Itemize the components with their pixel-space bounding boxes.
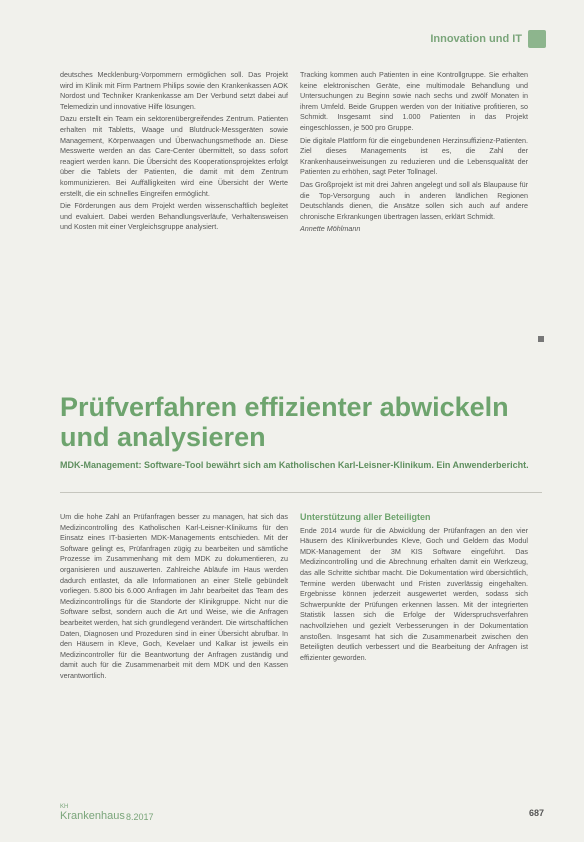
article-title: Prüfverfahren effizienter abwickeln und analysieren: [60, 392, 509, 452]
paragraph: Ende 2014 wurde für die Abwicklung der Prüfanfragen an den vier Häusern des Klinikverbundes Kleve, Goch und Geldern das Modul MDK-Management der 3M KIS Software eingeführt. Das Medizincontrolling und die Abrechnung erhalten damit ein Werkzeug, das alle Schritte sichtbar macht. Die Dokumentation wird übersichtlich, Termine werden überwacht und Fristen zuverlässig eingehalten. Ergebnisse können jederzeit ausgewertet werden, sodass sich Schwerpunkte der Prüfungen erkennen lassen. Mit der integrierten Statistik lassen sich die Erfolge der Widerspruchsverfahren nachvollziehen und gezielt Verbesserungen in der Dokumentation anstoßen. Insgesamt hat sich die Zusammenarbeit zwischen den Beteiligten deutlich verbessert und die Bearbeitung der Anfragen ist effizienter geworden.: [300, 525, 528, 662]
magazine-logo: [60, 804, 125, 822]
section-tag: [430, 30, 546, 48]
section-tag-box: [528, 30, 546, 48]
author-byline: Annette Möhlmann: [300, 224, 361, 234]
paragraph: Tracking kommen auch Patienten in eine Kontrollgruppe. Sie erhalten keine elektronischen Geräte, eine multimodale Behandlung und Untersuchungen zu Beginn sowie nach sechs und zwölf Monaten in ihrem Umfeld. Beide Gruppen werden von der Initiative profitieren, so Schmidt. Insgesamt sind 1.000 Patienten in das Projekt eingeschlossen, je 500 pro Gruppe.: [300, 70, 528, 132]
divider: [60, 492, 542, 493]
end-marker: [538, 336, 544, 342]
paragraph: Um die hohe Zahl an Prüfanfragen besser zu managen, hat sich das Medizincontrolling des Katholischen Karl-Leisner-Klinikums für den Einsatz eines IT-basierten MDK-Managements entschieden. Mit der Software gelingt es, Prüfanfragen zügig zu bearbeiten und sämtliche Prozesse im Zusammenhang mit dem MDK zu dokumentieren, zu organisieren und auszuwerten. Zahlreiche Abläufe im Haus werden dadurch entlastet, da alle Informationen an einer Stelle gebündelt vorliegen. 5.800 bis 6.000 Anfragen im Jahr bearbeitet das Team des Medizincontrollings für die Standorte der Klinikgruppe. Nicht nur die Software selbst, sondern auch die Art und Weise, wie die Anfragen bearbeitet werden, hat sich grundlegend verändert. Die wirtschaftlichen Daten, Diagnosen und Prozeduren sind in einer Übersicht abrufbar. In den Häusern in Kleve, Goch, Kevelaer und Kalkar ist jeweils ein Medizincontroller für die Beantwortung der Anfragen zuständig und damit auch für die Zusammenarbeit mit dem MDK und den Kassen verantwortlich.: [60, 512, 288, 680]
paragraph: Die digitale Plattform für die eingebundenen Herzinsuffizienz-Patienten. Ziel dieses Managements ist es, die Zahl der Krankenhauseinweisungen zu reduzieren und die Lebensqualität der Patienten zu erhöhen, sagt Peter Tollnagel.: [300, 135, 528, 177]
section-tag-label: Innovation und IT: [430, 33, 522, 45]
issue-number: 8.2017: [126, 812, 154, 822]
paragraph: Die Förderungen aus dem Projekt werden wissenschaftlich begleitet und evaluiert. Dabei werden Behandlungsverläufe, Verhaltensweisen und Kosten mit einer Vergleichsgruppe analysiert.: [60, 201, 288, 232]
page-number: 687: [528, 808, 544, 818]
section-heading: Unterstützung aller Beteiligten: [300, 512, 431, 522]
logo-mark: KH: [60, 804, 69, 810]
article-subtitle: MDK-Management: Software-Tool bewährt sich am Katholischen Karl-Leisner-Klinikum. Ein Anwenderbericht.: [60, 460, 529, 470]
upper-column-right: [300, 70, 528, 237]
upper-column-left: [60, 70, 288, 235]
paragraph: deutsches Mecklenburg-Vorpommern ermöglichen soll. Das Projekt wird im Klinik mit Firm Partnern Philips sowie den Krankenkassen AOK Nordost und Techniker Krankenkasse am Der Verbund setzt dabei auf Telemedizin und innovative Hilfe lösungen.: [60, 70, 288, 111]
paragraph: Dazu erstellt ein Team ein sektorenübergreifendes Zentrum. Patienten erhalten mit Tabletts, Waage und Blutdruck-Messgeräten sowie Management, Körperwaagen und Überwachungsmethode an. Diese Messwerte werden an das Care-Center übermittelt, so dass sofort reagiert werden kann. Die Übersicht des Kooperationsprojektes erfolgt über die Tablets der Patienten, die damit mit dem Zentrum kommunizieren. Bei Auffälligkeiten wird eine Übersicht der Werte erstellt, die ein schnelles Eingreifen ermöglicht.: [60, 114, 288, 198]
logo-text: Krankenhaus: [60, 810, 125, 822]
paragraph: Das Großprojekt ist mit drei Jahren angelegt und soll als Blaupause für die Top-Versorgung auch in anderen ländlichen Regionen Deutschlands dienen, die Ansätze sollen sich auch auf andere chronische Erkrankungen übertragen lassen, erklärt Schmidt.: [300, 179, 528, 221]
article-column-right: [300, 512, 528, 663]
article-column-left: [60, 512, 288, 682]
